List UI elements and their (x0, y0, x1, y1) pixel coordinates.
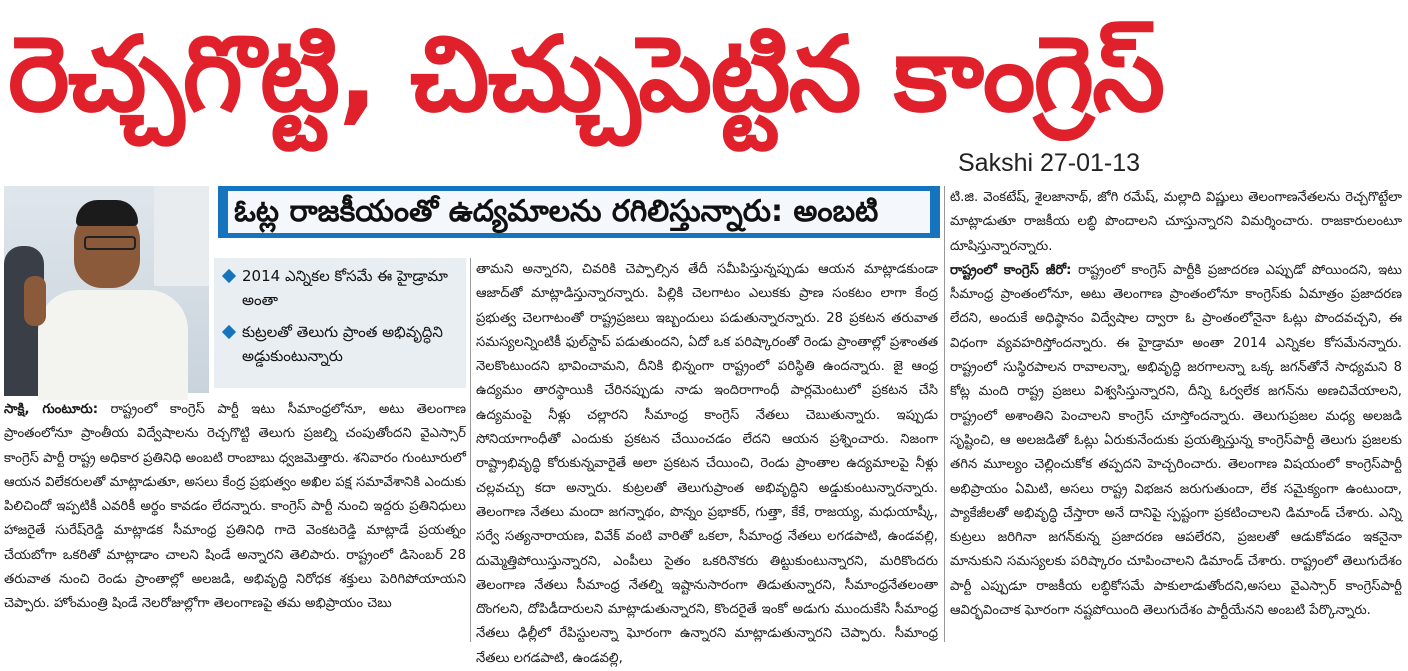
article-column-1 (4, 398, 466, 642)
photo-raised-hand (24, 276, 46, 326)
column-divider (470, 258, 471, 642)
column-2-text: తామని అన్నారని, చివరికి చెప్పాల్సిన తేదీ సమీపిస్తున్నప్పుడు ఆయన మాట్లాడకుండా ఆజాద్‌తో మాట్లాడిస్తున్నారన్నారు. పిల్లికి చెలగాటం ఎలుకకు ప్రాణ సంకటం లాగా కేంద్ర ప్రభుత్వ చెలగాటంతో రాష్ట్రప్రజలు ఇబ్బందులు పడుతున్నారన్నారు. 28 ప్రకటన తరువాత సమస్యలన్నింటికీ ఫుల్‌స్టాప్ పడుతుందని, ఏదో ఒక పరిష్కారంతో రెండు ప్రాంతాల్లో ప్రశాంతత నెలకొంటుందని భావించామని, దీనికి భిన్నంగా రాష్ట్రంలో పరిస్థితి ఉందన్నారు. జై ఆంధ్ర ఉద్యమం తారస్థాయికి చేరినప్పుడు నాడు ఇందిరాగాంధీ పార్లమెంటులో ప్రకటన చేసి ఉద్యమంపై నీళ్లు చల్లారని సీమాంధ్ర కాంగ్రెస్ నేతలు చెబుతున్నారు. ఇప్పుడు సోనియాగాంధీతో ఎందుకు ప్రకటన చేయించడం లేదని ఆయన ప్రశ్నించారు. నిజంగా రాష్ట్రాభివృద్ధి కోరుకున్నవారైతే అలా ప్రకటన చేయించి, రెండు ప్రాంతాల ఉద్యమాలపై నీళ్లు చల్లవచ్చు కదా అన్నారు. కుట్రలతో తెలుగుప్రాంత అభివృద్ధిని అడ్డుకుంటున్నారన్నారు. తెలంగాణ నేతలు మందా జగన్నాథం, పొన్నం ప్రభాకర్, గుత్తా, కేకే, రాజయ్య, మధుయాష్కీ, సర్వే సత్యనారాయణ, వివేక్ వంటి వారితో ఒకలా, సీమాంధ్ర నేతలు లగడపాటి, ఉండవల్లి, దుమ్మెత్తిపోయిస్తున్నారని, ఎంపీలు సైతం ఒకరినొకరు తిట్టుకుంటున్నారని, మరికొందరు తెలంగాణ నేతలు సీమాంధ్ర నేతల్ని ఇష్టానుసారంగా తిడుతున్నారని, సీమాంధ్రనేతలంతా దొంగలని, దోపిడీదారులని మాట్లాడుతున్నారని, కొందరైతే ఇంకో అడుగు ముందుకేసి సీమాంధ్ర నేతలు ఢిల్లీలో రేపిస్టులన్నా ఘోరంగా ఉన్నారని మాట్లాడుతున్నారని చెప్పారు. సీమాంధ్ర నేతలు లగడపాటి, ఉండవల్లి, (476, 262, 938, 666)
photo-torso (38, 290, 188, 400)
ambati-photo (4, 186, 209, 393)
photo-backdrop (154, 186, 209, 286)
column-divider (944, 186, 945, 642)
subheadline-banner (218, 186, 940, 238)
photo-glasses (84, 236, 136, 250)
column-1-text: రాష్ట్రంలో కాంగ్రెస్ పార్టీ ఇటు సీమాంధ్రలోనూ, అటు తెలంగాణ ప్రాంతంలోనూ ప్రాంతీయ విద్వేషాలను రెచ్చగొట్టి తెలుగు ప్రజల్ని చంపుతోందని వైఎస్సార్ కాంగ్రెస్ పార్టీ రాష్ట్ర అధికార ప్రతినిధి అంబటి రాంబాబు ధ్వజమెత్తారు. శనివారం గుంటూరులో ఆయన విలేకరులతో మాట్లాడుతూ, అసలు కేంద్ర ప్రభుత్వం అఖిల పక్ష సమావేశానికి ఎందుకు పిలిచిందో ఇప్పటికీ ఎవరికీ అర్థం కావడం లేదన్నారు. కాంగ్రెస్ పార్టీ నుంచి ఇద్దరు ప్రతినిధులు హాజరైతే సురేష్‌రెడ్డి మాట్లాడక సీమాంధ్ర ప్రతినిధి గాదె వెంకటరెడ్డి మాట్లాడే ప్రయత్నం చేయబోగా ఒకరితో మాట్లాడాం చాలని షిండే అన్నారని తెలిపారు. రాష్ట్రంలో డిసెంబర్ 28 తరువాత నుంచి రెండు ప్రాంతాల్లో అలజడి, అభివృద్ధి నిరోధక శక్తులు పెరిగిపోయాయని చెప్పారు. హోంమంత్రి షిండే నెలరోజుల్లోగా తెలంగాణపై తమ అభిప్రాయం చెబు (4, 402, 466, 612)
byline: సాక్షి, గుంటూరు: (4, 402, 98, 417)
highlight-text: కుట్రలతో తెలుగు ప్రాంత అభివృద్ధిని అడ్డుకుంటున్నారు (242, 323, 443, 365)
diamond-bullet-icon (222, 325, 236, 339)
subheadline: ఓట్ల రాజకీయంతో ఉద్యమాలను రగిలిస్తున్నారు: అంబటి (228, 191, 930, 233)
highlight-item (220, 320, 460, 368)
article-column-2 (476, 258, 938, 666)
highlight-text: 2014 ఎన్నికల కోసమే ఈ హైడ్రామా అంతా (242, 267, 448, 309)
section-subhead: రాష్ట్రంలో కాంగ్రెస్ జీరో: (950, 262, 1072, 278)
highlights-box (214, 258, 466, 388)
dateline: Sakshi 27-01-13 (958, 149, 1141, 177)
photo-hair (76, 200, 138, 226)
column-3-text: టి.జి. వెంకటేష్, శైలజానాథ్, జోగి రమేష్, మల్లాది విష్ణులు తెలంగాణనేతలను రెచ్చగొట్టేలా మాట్లాడుతూ రాజకీయ లబ్ధి పొందాలని చూస్తున్నారని విమర్శించారు. రాజకారులంటూ దూషిస్తున్నారన్నారు. (950, 190, 1402, 254)
highlight-item (220, 264, 460, 312)
headline: రెచ్చగొట్టి, చిచ్చుపెట్టిన కాంగ్రెస్ (8, 13, 1164, 135)
diamond-bullet-icon (222, 269, 236, 283)
article-column-3 (950, 186, 1402, 642)
column-3-text-continued: రాష్ట్రంలో కాంగ్రెస్ పార్టీకి ప్రజాదరణ ఎప్పుడో పోయిందని, ఇటు సీమాంధ్ర ప్రాంతంలోనూ, అటు తెలంగాణ ప్రాంతంలోనూ కాంగ్రెస్‌కు ఏమాత్రం ప్రజాదరణ లేదని, అందుకే అధిష్ఠానం విద్వేషాల ద్వారా ఓ ప్రాంతంలోనైనా ఓట్లు పొందవచ్చని, ఈ విధంగా వ్యవహరిస్తోందన్నారు. ఈ హైడ్రామా అంతా 2014 ఎన్నికల కోసమేనన్నారు. రాష్ట్రంలో సుస్థిరపాలన రావాలన్నా, అభివృద్ధి జరగాలన్నా ఒక్క జగన్‌తోనే సాధ్యమని 8 కోట్ల మంది రాష్ట్ర ప్రజలు విశ్వసిస్తున్నారని, దీన్ని ఓర్వలేక జగన్‌ను అణచివేయాలని, రాష్ట్రంలో అశాంతిని పెంచాలని కాంగ్రెస్ చూస్తోందన్నారు. తెలుగుప్రజల మధ్య అలజడి సృష్టించి, ఆ అలజడితో ఓట్లు ఏరుకునేందుకు ప్రయత్నిస్తున్న కాంగ్రెస్‌పార్టీ తెలుగు ప్రజలకు తగిన మూల్యం చెల్లించుకోక తప్పదని హెచ్చరించారు. తెలంగాణ విషయంలో కాంగ్రెస్‌పార్టీ అభిప్రాయం ఏమిటి, అసలు రాష్ట్ర విభజన జరుగుతుందా, లేక సమైక్యంగా ఉంటుందా, ప్యాకేజీలతో అభివృద్ధి చేస్తారా అనే దానిపై స్పష్టంగా ప్రకటించాలని డిమాండ్ చేశారు. ఎన్ని కుట్రలు జరిగినా జగన్‌కున్న ప్రజాదరణ ఆపలేరని, ప్రజలతో ఆడుకోవడం ఇకనైనా మానుకుని సమస్యలకు పరిష్కారం చూపించాలని డిమాండ్ చేశారు. రాష్ట్రంలో తెలుగుదేశం పార్టీ ఎప్పుడూ రాజకీయ లబ్ధికోసమే పాకులాడుతోందని,అసలు వైఎస్సార్ కాంగ్రెస్‌పార్టీ ఆవిర్భవించాక ఘోరంగా నష్టపోయింది తెలుగుదేశం పార్టీయేనని అంబటి పేర్కొన్నారు. (950, 262, 1402, 619)
